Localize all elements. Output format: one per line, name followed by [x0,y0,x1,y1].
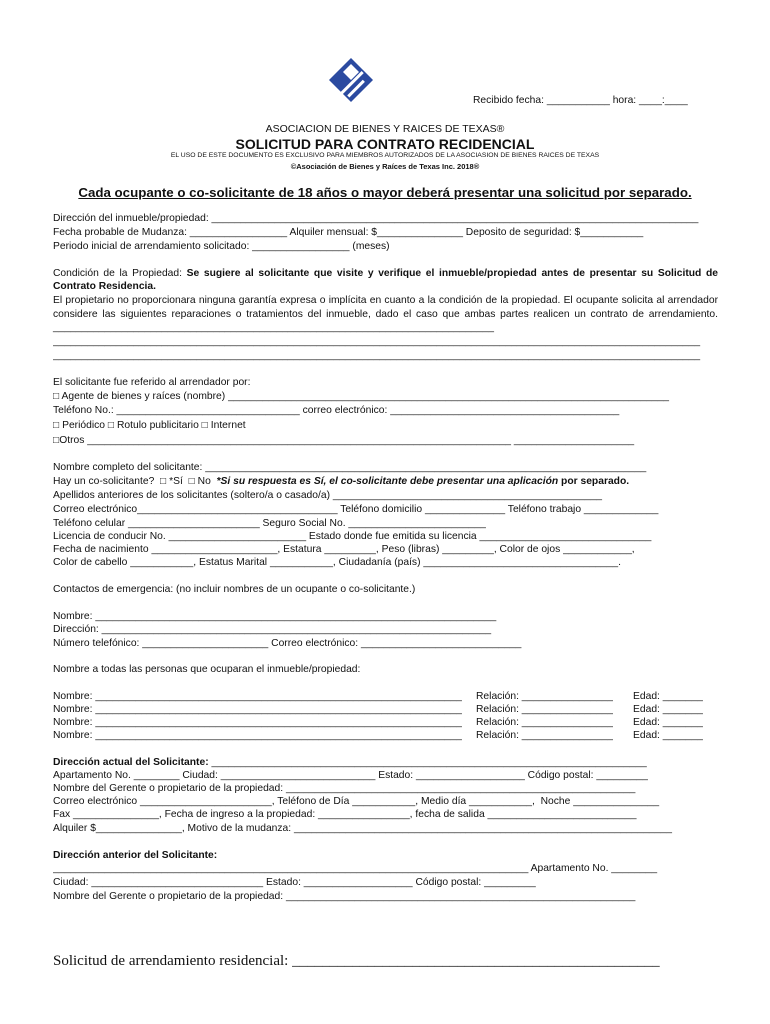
occupant-relation-field[interactable]: Relación: ________________ [476,704,614,715]
form-title: SOLICITUD PARA CONTRATO RECIDENCIAL [235,136,535,152]
applicant-full-name-field[interactable]: Nombre completo del solicitante: _____________________________________________________________________________ [53,462,647,473]
emergency-address-field[interactable]: Dirección: ____________________________________________________________________ [53,624,492,635]
referral-others-field[interactable]: □Otros __________________________________________________________________________ _____________________ [53,435,635,446]
property-condition-text[interactable]: El propietario no proporcionara ninguna garantía expresa o implícita en cuanto a la condición de la propiedad. El ocupante solicita al arrendador considere las siguientes reparaciones o tratamientos del inmueble, dado el caso que ambas partes realicen un contrato de arrendamiento. _____________________________________________________________________________ [53,295,718,333]
copyright-notice: ©Asociación de Bienes y Raíces de Texas Inc. 2018® [290,162,480,171]
current-fax-dates-field[interactable]: Fax _______________, Fecha de ingreso a la propiedad: ________________, fecha de salida __________________________ [53,809,637,820]
cell-social-security-field[interactable]: Teléfono celular _______________________ Seguro Social No. ________________________ [53,518,486,529]
current-rent-reason-field[interactable]: Alquiler $_______________, Motivo de la mudanza: __________________________________________________________________ [53,823,672,834]
co-applicant-question[interactable]: Hay un co-solicitante? □ *Sí □ No *Si su respuesta es Sí, el co-solicitante debe presentar una aplicación por separado. [53,476,630,487]
footer-application-line[interactable]: Solicitud de arrendamiento residencial: _________________________________________________ [53,953,660,969]
referral-agent-field[interactable]: □ Agente de bienes y raíces (nombre) _____________________________________________________________________________ [53,391,670,402]
previous-surnames-field[interactable]: Apellidos anteriores de los solicitantes (soltero/a o casado/a) _______________________________________________ [53,490,603,501]
occupant-relation-field[interactable]: Relación: ________________ [476,717,614,728]
property-condition-intro: Condición de la Propiedad: Se sugiere al solicitante que visite y verifique el inmueble/propiedad antes de presentar su Solicitud de Contrato Residencia. [53,268,718,292]
occupants-intro: Nombre a todas las personas que ocuparan el inmueble/propiedad: [53,664,361,675]
drivers-license-field[interactable]: Licencia de conducir No. ________________________ Estado donde fue emitida su licencia ______________________________ [53,531,652,542]
move-date-rent-deposit-field[interactable]: Fecha probable de Mudanza: _________________ Alquiler mensual: $_______________ Deposito de seguridad: $___________ [53,227,644,238]
lease-period-field[interactable]: Periodo inicial de arrendamiento solicitado: _________________ (meses) [53,241,390,252]
applicant-email-phones-field[interactable]: Correo electrónico___________________________________ Teléfono domicilio ______________ Teléfono trabajo _____________ [53,504,659,515]
referral-media-checkboxes[interactable]: □ Periódico □ Rotulo publicitario □ Internet [53,420,246,431]
occupant-name-field[interactable]: Nombre: ________________________________________________________________ [53,691,462,702]
occupant-age-field[interactable]: Edad: _______ [633,704,703,715]
association-logo [329,58,373,104]
previous-address-label: Dirección anterior del Solicitante: [53,850,218,861]
current-apt-city-state-zip-field[interactable]: Apartamento No. ________ Ciudad: ___________________________ Estado: ___________________ Código postal: _________ [53,770,648,781]
occupant-age-field[interactable]: Edad: _______ [633,730,703,741]
current-email-phones-field[interactable]: Correo electrónico _______________________, Teléfono de Día ___________, Medio día ___________, Noche _______________ [53,796,660,807]
emergency-name-field[interactable]: Nombre: ______________________________________________________________________ [53,611,497,622]
occupant-name-field[interactable]: Nombre: ________________________________________________________________ [53,704,462,715]
emergency-contacts-intro: Contactos de emergencia: (no incluir nombres de un ocupante o co-solicitante.) [53,584,416,595]
emergency-phone-email-field[interactable]: Número telefónico: ______________________ Correo electrónico: ____________________________ [53,638,522,649]
property-address-field[interactable]: Dirección del inmueble/propiedad: _____________________________________________________________________________________ [53,213,699,224]
repairs-blank-line-1[interactable]: _________________________________________________________________________________________________________________ [53,336,701,347]
current-address-field[interactable]: Dirección actual del Solicitante: ____________________________________________________________________________ [53,757,647,768]
occupant-age-field[interactable]: Edad: _______ [633,717,703,728]
received-date-line[interactable]: Recibido fecha: ___________ hora: ____:____ [473,95,688,106]
current-manager-field[interactable]: Nombre del Gerente o propietario de la propiedad: _____________________________________________________________ [53,783,636,794]
occupant-name-field[interactable]: Nombre: ________________________________________________________________ [53,730,462,741]
occupant-name-field[interactable]: Nombre: ________________________________________________________________ [53,717,462,728]
referral-phone-email-field[interactable]: Teléfono No.: ________________________________ correo electrónico: ________________________________________ [53,405,620,416]
occupant-age-field[interactable]: Edad: _______ [633,691,703,702]
repairs-blank-line-2[interactable]: _________________________________________________________________________________________________________________ [53,350,701,361]
previous-city-state-zip-field[interactable]: Ciudad: ______________________________ Estado: ___________________ Código postal: _________ [53,877,536,888]
hair-marital-citizenship-field[interactable]: Color de cabello ___________, Estatus Marital ___________, Ciudadanía (país) __________________________________. [53,557,621,568]
usage-notice: EL USO DE ESTE DOCUMENTO ES EXCLUSIVO PARA MIEMBROS AUTORIZADOS DE LA ASOCIASION DE BIENES RAICES DE TEXAS [170,152,600,159]
previous-address-apt-field[interactable]: ___________________________________________________________________________________ Apartamento No. ________ [53,863,658,874]
organization-name: ASOCIACION DE BIENES Y RAICES DE TEXAS® [265,123,505,135]
occupant-relation-field[interactable]: Relación: ________________ [476,691,614,702]
instructions-heading: Cada ocupante o co-solicitante de 18 años o mayor deberá presentar una solicitud por separado. [78,185,692,200]
occupant-relation-field[interactable]: Relación: ________________ [476,730,614,741]
birth-height-weight-eyes-field[interactable]: Fecha de nacimiento ______________________, Estatura _________, Peso (libras) _________, Color de ojos ____________, [53,544,635,555]
referral-intro: El solicitante fue referido al arrendador por: [53,377,251,388]
previous-manager-field[interactable]: Nombre del Gerente o propietario de la propiedad: _____________________________________________________________ [53,891,636,902]
